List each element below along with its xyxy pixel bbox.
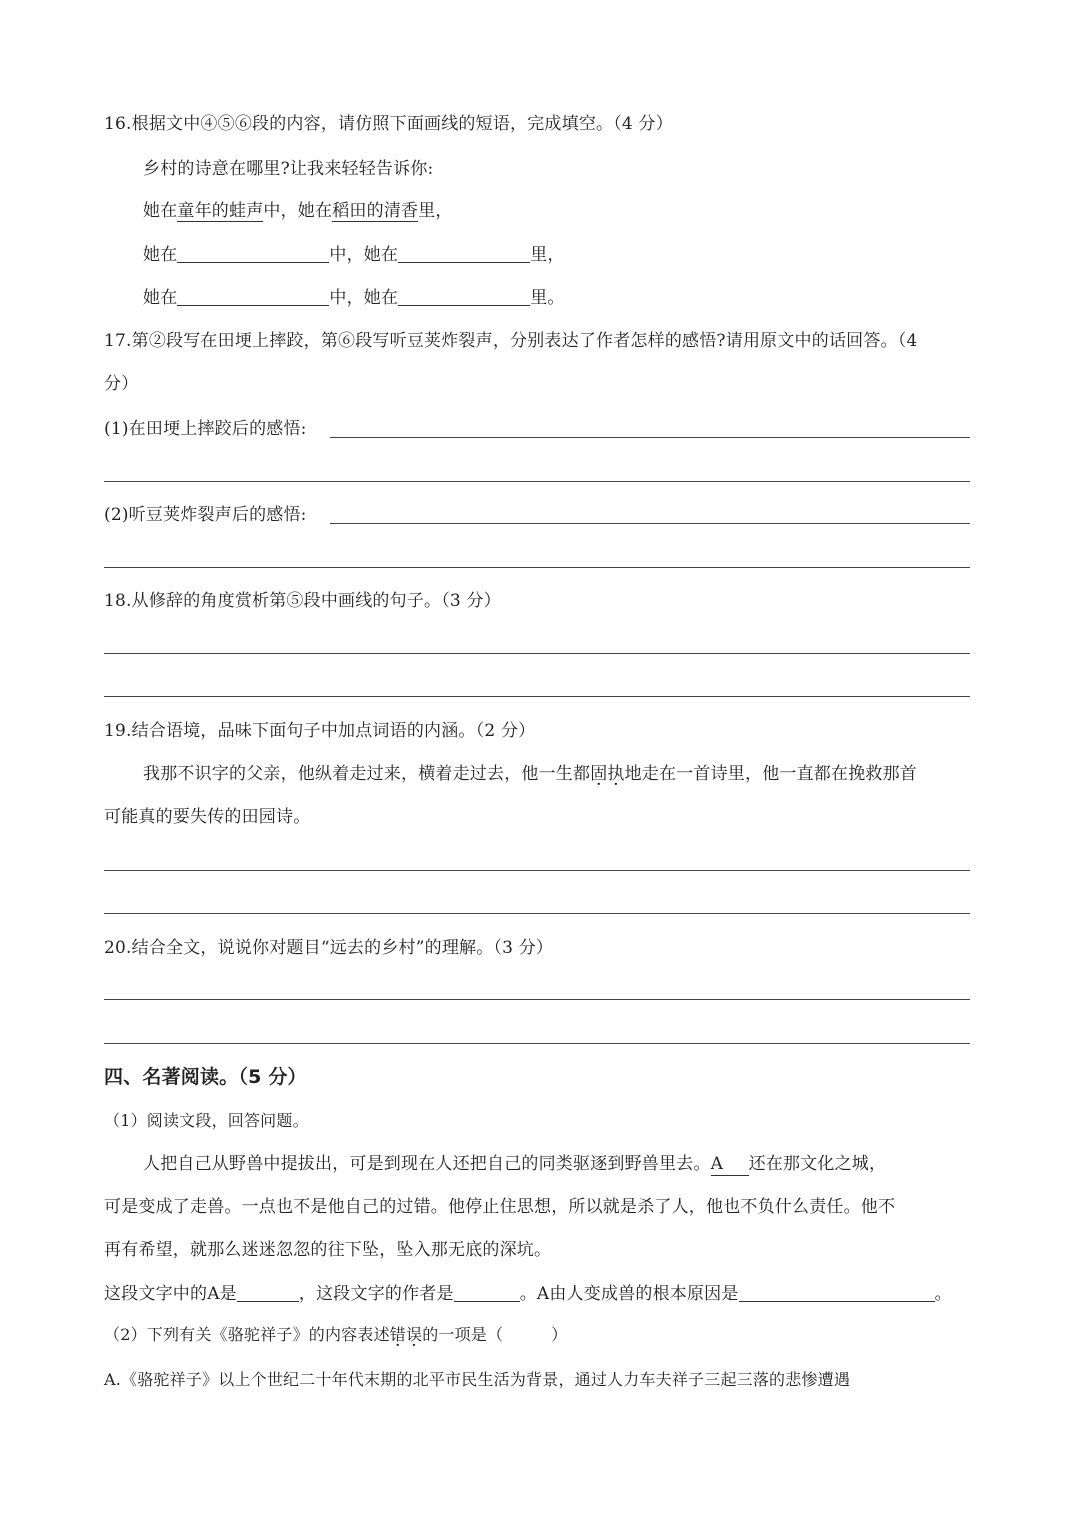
q16-blank-4[interactable] — [398, 288, 530, 306]
q16-example-phrase-2: 稻田的清香 — [332, 201, 419, 221]
q17-sub2-answer-line-2[interactable] — [104, 567, 970, 568]
q16-fill-row-1: 她在 中，她在 里， — [143, 245, 565, 265]
q16-blank-1[interactable] — [177, 245, 329, 263]
q16-fill-row-2: 她在 中，她在 里。 — [143, 288, 565, 308]
q19-dotted-char-1: 固 — [590, 764, 608, 784]
q16-intro: 乡村的诗意在哪里?让我来轻轻告诉你: — [143, 159, 434, 179]
q19-dotted-char-2: 执 — [607, 764, 625, 784]
section4-passage-line-3: 再有希望，就那么迷迷忽忽的往下坠，坠入那无底的深坑。 — [104, 1240, 552, 1260]
section4-fill-line: 这段文字中的A是 ，这段文字的作者是 。A由人变成兽的根本原因是 。 — [104, 1284, 952, 1304]
section4-part1: （1）阅读文段，回答问题。 — [104, 1111, 309, 1130]
q16-example-phrase-1: 童年的蛙声 — [177, 201, 264, 221]
section4-passage-blank-a: A — [711, 1153, 749, 1176]
q18-answer-line-2[interactable] — [104, 696, 970, 697]
section4-option-a: A.《骆驼祥子》以上个世纪二十年代末期的北平市民生活为背景，通过人力车夫祥子三起三落的悲惨遭遇 — [104, 1370, 851, 1389]
q16-blank-3[interactable] — [177, 288, 329, 306]
q17-sub2-label: (2)听豆荚炸裂声后的感悟: — [104, 505, 307, 525]
q17-sub2-answer-line-1[interactable] — [330, 523, 970, 524]
q20-question: 20.结合全文，说说你对题目“远去的乡村”的理解。（3 分） — [104, 938, 554, 958]
section4-blank-author[interactable] — [454, 1284, 520, 1302]
q19-answer-line-1[interactable] — [104, 870, 970, 871]
section4-passage-line-1: 人把自己从野兽中提拔出，可是到现在人还把自己的同类驱逐到野兽里去。A 还在那文化之城， — [143, 1154, 887, 1174]
section4-passage-line-2: 可是变成了走兽。一点也不是他自己的过错。他停止住思想，所以就是杀了人，他也不负什么责任。他不 — [104, 1197, 896, 1217]
q17-sub1-answer-line-1[interactable] — [330, 437, 970, 438]
q19-quote-line-2: 可能真的要失传的田园诗。 — [104, 807, 311, 827]
q19-quote-line-1: 我那不识字的父亲，他纵着走过来，横着走过去，他一生都固执地走在一首诗里，他一直都在挽救那首 — [143, 764, 918, 784]
section4-dotted-char-1: 错 — [389, 1325, 406, 1344]
q17-sub1-answer-line-2[interactable] — [104, 481, 970, 482]
q16-blank-2[interactable] — [398, 245, 530, 263]
q18-answer-line-1[interactable] — [104, 653, 970, 654]
section4-blank-a[interactable] — [237, 1284, 299, 1302]
q16-question: 16.根据文中④⑤⑥段的内容，请仿照下面画线的短语，完成填空。（4 分） — [104, 114, 673, 134]
q16-example-line: 她在童年的蛙声中，她在稻田的清香里， — [143, 201, 453, 221]
q20-answer-line-1[interactable] — [104, 999, 970, 1000]
q17-question-cont: 分） — [104, 374, 139, 394]
q19-question: 19.结合语境，品味下面句子中加点词语的内涵。（2 分） — [104, 721, 536, 741]
q20-answer-line-2[interactable] — [104, 1043, 970, 1044]
section4-heading: 四、名著阅读。（5 分） — [104, 1066, 307, 1088]
q18-question: 18.从修辞的角度赏析第⑤段中画线的句子。（3 分） — [104, 591, 501, 611]
section4-dotted-char-2: 误 — [405, 1325, 423, 1344]
section4-blank-reason[interactable] — [739, 1284, 935, 1302]
q17-question: 17.第②段写在田埂上摔跤，第⑥段写听豆荚炸裂声，分别表达了作者怎样的感悟?请用原文中的话回答。（4 — [104, 331, 918, 351]
section4-part2: （2）下列有关《骆驼祥子》的内容表述错误的一项是（ ） — [104, 1325, 568, 1344]
q19-answer-line-2[interactable] — [104, 913, 970, 914]
q17-sub1-label: (1)在田埂上摔跤后的感悟: — [104, 419, 307, 439]
